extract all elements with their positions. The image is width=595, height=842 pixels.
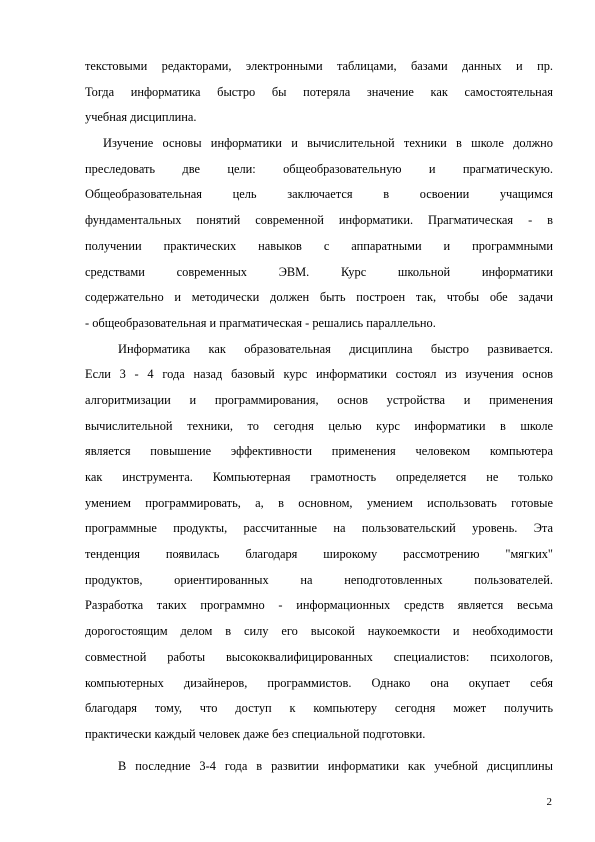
text-line: алгоритмизации и программирования, основ устройства и применения (85, 392, 553, 407)
text-line: преследовать две цели: общеобразовательную и прагматическую. (85, 161, 553, 176)
text-line: как инструмента. Компьютерная грамотность определяется не только (85, 470, 553, 484)
text-line: умением программировать, а, в основном, умением использовать готовые (85, 495, 553, 510)
text-line: компьютерных дизайнеров, программистов. Однако она окупает себя (85, 675, 553, 690)
text-line: тенденция появилась благодаря широкому рассмотрению "мягких" (85, 547, 553, 562)
paragraph (85, 754, 553, 780)
text-line: является повышение эффективности применения человеком компьютера (85, 444, 553, 459)
paragraph (85, 131, 553, 337)
text-line: Если 3 - 4 года назад базовый курс информатики состоял из изучения основ (85, 367, 553, 382)
text-line: Изучение основы информатики и вычислительной техники в школе должно (103, 136, 553, 151)
text-line: дорогостоящим делом в силу его высокой наукоемкости и необходимости (85, 624, 553, 639)
document-page (85, 54, 553, 779)
text-line: Общеобразовательная цель заключается в освоении учащимся (85, 187, 553, 202)
paragraph (85, 337, 553, 748)
text-line: текстовыми редакторами, электронными таблицами, базами данных и пр. (85, 59, 553, 73)
text-line: практически каждый человек даже без специальной подготовки. (85, 726, 426, 741)
text-line: фундаментальных понятий современной информатики. Прагматическая - в (85, 213, 553, 228)
text-line: вычислительной техники, то сегодня целью курс информатики в школе (85, 418, 553, 433)
page-number: 2 (546, 796, 552, 808)
text-line: средствами современных ЭВМ. Курс школьной информатики (85, 264, 553, 279)
text-line: совместной работы высококвалифицированных специалистов: психологов, (85, 649, 553, 664)
text-line: благодаря тому, что доступ к компьютеру сегодня может получить (85, 701, 553, 716)
text-line: содержательно и методически должен быть построен так, чтобы обе задачи (85, 290, 553, 305)
text-line: получении практических навыков с аппаратными и программными (85, 238, 553, 253)
text-line: учебная дисциплина. (85, 110, 197, 125)
paragraph (85, 54, 553, 131)
text-line: продуктов, ориентированных на неподготовленных пользователей. (85, 572, 553, 587)
text-line: - общеобразовательная и прагматическая - решались параллельно. (85, 315, 436, 330)
text-line: программные продукты, рассчитанные на пользовательский уровень. Эта (85, 521, 553, 536)
text-line: Разработка таких программно - информационных средств является весьма (85, 598, 553, 613)
text-line: Тогда информатика быстро бы потеряла значение как самостоятельная (85, 84, 553, 99)
text-line: В последние 3-4 года в развитии информатики как учебной дисциплины (118, 758, 553, 773)
text-line: Информатика как образовательная дисциплина быстро развивается. (118, 341, 553, 356)
